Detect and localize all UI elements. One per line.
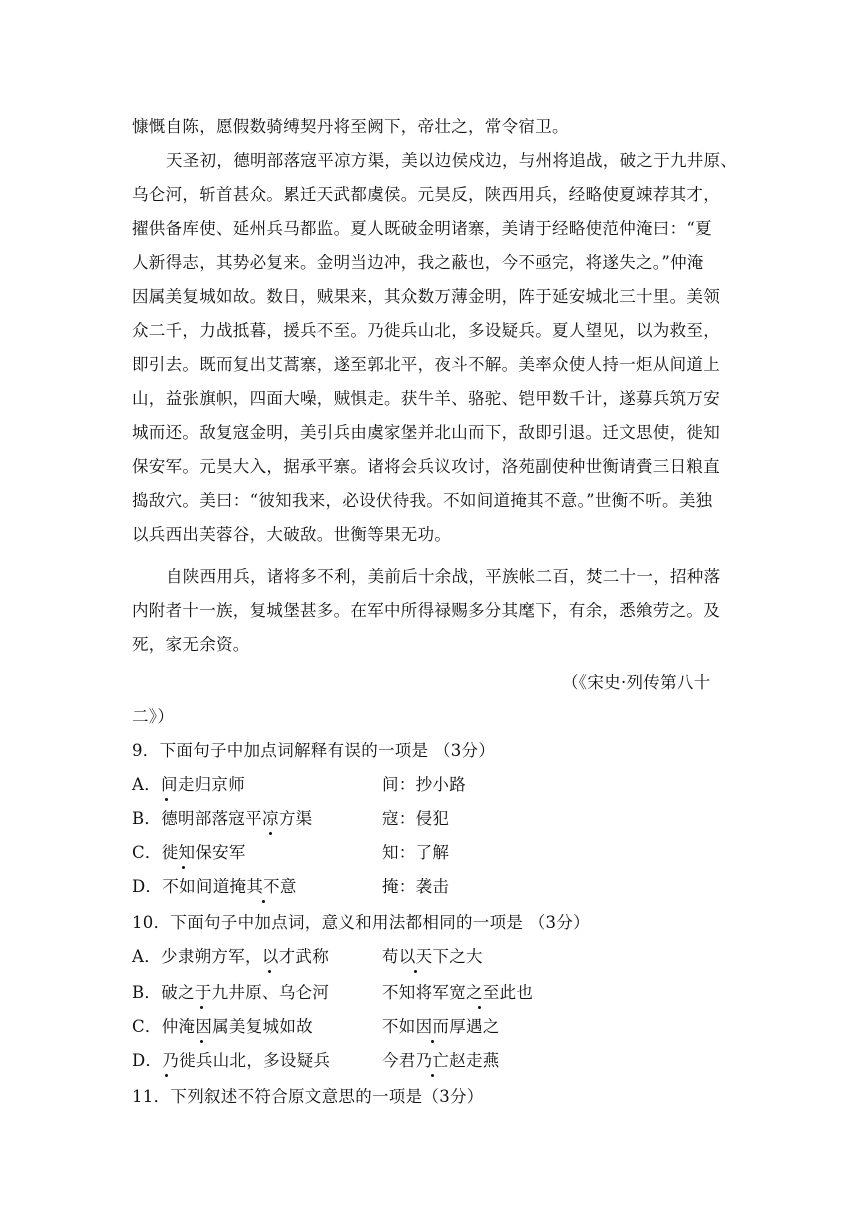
passage-line: 天圣初，德明部落寇平凉方渠，美以边侯戍边，与州将追战，破之于九井原、 [166, 151, 738, 170]
q10-option-a: A．少隶朔方军，以才武称 [132, 947, 330, 966]
emphasis-dot [200, 1040, 203, 1043]
passage-line: 即引去。既而复出艾蒿寨，遂至郭北平，夜斗不解。美率众使人持一炬从间道上 [132, 355, 720, 374]
emphasis-dot [200, 1006, 203, 1009]
emphasis-dot [268, 970, 271, 973]
q10-option-c-compare: 不如因而厚遇之 [382, 1017, 500, 1036]
passage-line: 因属美复城如故。数日，贼果来，其众数万薄金明，阵于延安城北三十里。美领 [132, 287, 720, 306]
passage-line: 众二千，力战抵暮，援兵不至。乃徙兵山北，多设疑兵。夏人望见，以为救至， [132, 321, 720, 340]
passage-line: 自陕西用兵，诸将多不利，美前后十余战，平族帐二百，焚二十一，招种落 [166, 567, 721, 586]
passage-line: 慷慨自陈，愿假数骑缚契丹将至阙下，帝壮之，常令宿卫。 [132, 117, 569, 136]
question-9-stem: 9．下面句子中加点词解释有误的一项是 （3分） [132, 741, 496, 760]
q9-option-a: A．间走归京师 [132, 775, 246, 794]
q9-option-d-gloss: 掩：袭击 [382, 877, 450, 896]
source-citation: （《宋史·列传第八十 [562, 673, 711, 692]
q10-option-d: D．乃徙兵山北，多设疑兵 [132, 1051, 331, 1070]
passage-line: 捣敌穴。美曰：“彼知我来，必设伏待我。不如间道掩其不意。”世衡不听。美独 [132, 491, 713, 510]
q10-option-b: B．破之于九井原、乌仑河 [132, 983, 330, 1002]
q9-option-d: D．不如间道掩其不意 [132, 877, 297, 896]
passage-line: 内附者十一族，复城堡甚多。在军中所得禄赐多分其麾下，有余，悉飨劳之。及 [132, 601, 720, 620]
passage-line: 以兵西出芙蓉谷，大破敌。世衡等果无功。 [132, 525, 452, 544]
passage-line: 乌仑河，斩首甚众。累迁天武都虞侯。元昊反，陕西用兵，经略使夏竦荐其才， [132, 185, 720, 204]
passage-line: 人新得志，其势必复来。金明当边冲，我之蔽也，今不亟完，将遂失之。”仲淹 [132, 253, 704, 272]
emphasis-dot [431, 1040, 434, 1043]
emphasis-dot [182, 866, 185, 869]
emphasis-dot [269, 832, 272, 835]
emphasis-dot [431, 1074, 434, 1077]
q10-option-b-compare: 不知将军宽之至此也 [382, 983, 534, 1002]
q9-option-b: B．德明部落寇平凉方渠 [132, 809, 313, 828]
emphasis-dot [414, 970, 417, 973]
emphasis-dot [478, 1006, 481, 1009]
passage-line: 城而还。敌复寇金明，美引兵由虞家堡并北山而下，敌即引退。迁文思使，徙知 [132, 423, 720, 442]
emphasis-dot [262, 900, 265, 903]
emphasis-dot [165, 798, 168, 801]
source-citation-continued: 二》） [132, 707, 175, 726]
q9-option-c-gloss: 知：了解 [382, 843, 450, 862]
q10-option-c: C．仲淹因属美复城如故 [132, 1017, 313, 1036]
question-10-stem: 10．下面句子中加点词，意义和用法都相同的一项是 （3分） [132, 913, 590, 932]
q9-option-a-gloss: 间：抄小路 [382, 775, 466, 794]
q10-option-d-compare: 今君乃亡赵走燕 [382, 1051, 500, 1070]
q9-option-c: C．徙知保安军 [132, 843, 246, 862]
emphasis-dot [165, 1074, 168, 1077]
q10-option-a-compare: 苟以天下之大 [382, 947, 483, 966]
q9-option-b-gloss: 寇：侵犯 [382, 809, 450, 828]
passage-line: 死，家无余资。 [132, 635, 250, 654]
passage-line: 山，益张旗帜，四面大噪，贼惧走。获牛羊、骆驼、铠甲数千计，遂募兵筑万安 [132, 389, 720, 408]
passage-line: 保安军。元昊大入，据承平寨。诸将会兵议攻讨，洛苑副使种世衡请賫三日粮直 [132, 457, 720, 476]
question-11-stem: 11．下列叙述不符合原文意思的一项是（3分） [132, 1087, 484, 1106]
passage-line: 擢供备库使、延州兵马都监。夏人既破金明诸寨，美请于经略使范仲淹曰：“夏 [132, 219, 712, 238]
